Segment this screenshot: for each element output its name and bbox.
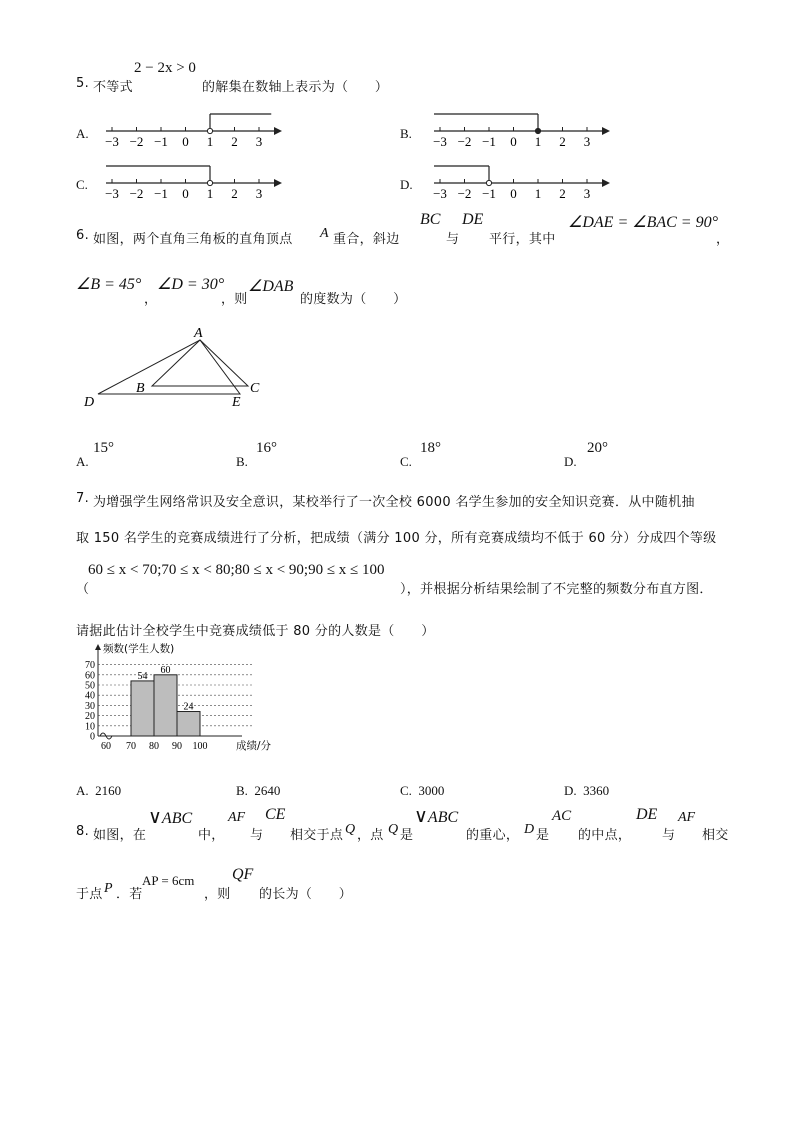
q6-angle-b: ∠B = 45°	[76, 276, 142, 293]
q8-t8: 是	[536, 828, 550, 843]
q6-de: DE	[462, 211, 484, 228]
q8-t11: 相交	[702, 828, 729, 843]
q6-text6: 的度数为（ ）	[300, 292, 407, 307]
q8-ce: CE	[265, 806, 286, 823]
q7-line4: 请据此估计全校学生中竞赛成绩低于 80 分的人数是（ ）	[76, 624, 435, 639]
q8-af: AF	[228, 810, 246, 825]
q5-tick-label: 3	[255, 186, 263, 201]
q5-tick-label: −2	[129, 186, 144, 201]
q5-option-b-label[interactable]: B.	[400, 126, 412, 141]
q8-af2: AF	[678, 810, 696, 825]
q5-option-a-arrow-icon	[274, 127, 282, 135]
histogram-data-label: 24	[183, 701, 194, 713]
q6-label-d: D	[84, 395, 95, 410]
q6-option-b-value: 16°	[256, 440, 277, 456]
q7-option-d[interactable]: D. 3360	[564, 783, 610, 798]
q6-text5: ，则	[221, 292, 248, 307]
q5-tick-label: −3	[433, 134, 447, 149]
q5-option-d-label[interactable]: D.	[400, 177, 413, 192]
q5-tick-label: 2	[231, 134, 238, 149]
q6-option-d-value: 20°	[587, 440, 608, 456]
q7-intervals: 60 ≤ x < 70;70 ≤ x < 80;80 ≤ x < 90;90 ≤ x ≤ 100	[88, 562, 385, 578]
histogram-x-tick-label: 100	[192, 741, 208, 752]
histogram-y-tick-label: 0	[90, 731, 95, 743]
histogram-data-label: 54	[137, 670, 148, 682]
q8-t12: 于点	[76, 887, 103, 902]
histogram-y-tick-label: 30	[85, 700, 95, 712]
q8-q: Q	[345, 822, 356, 837]
q8-t7: 的重心，	[466, 828, 520, 843]
q5-number: 5.	[76, 76, 90, 91]
q5-inequality: 2 − 2x > 0	[134, 60, 196, 76]
q6-option-d-label[interactable]: D.	[564, 454, 577, 469]
q7-paren-open: （	[76, 582, 90, 597]
q6-comma: ，	[716, 232, 730, 247]
q6-text2: 重合，斜边	[333, 232, 400, 247]
histogram-y-arrow-icon	[95, 644, 101, 650]
q6-option-a-value: 15°	[93, 440, 114, 456]
q6-label-e: E	[232, 395, 241, 410]
q7-line2: 取 150 名学生的竞赛成绩进行了分析，把成绩（满分 100 分，所有竞赛成绩均不低于 60 分）分成四个等级	[76, 531, 717, 546]
histogram-y-tick-label: 20	[85, 711, 95, 723]
q5-tick-label: 2	[231, 186, 238, 201]
q5-option-c-label[interactable]: C.	[76, 177, 88, 192]
q5-suffix: 的解集在数轴上表示为（ ）	[202, 80, 389, 95]
q6-triangle-figure	[80, 322, 280, 412]
histogram-y-tick-label: 50	[85, 680, 95, 692]
q8-t14: ，则	[204, 887, 231, 902]
q8-triangle-abc-1: ∨ABC	[148, 807, 193, 828]
histogram-y-tick-label: 60	[85, 670, 95, 682]
q6-angle-dab: ∠DAB	[248, 278, 294, 295]
histogram-bar-80-90	[154, 675, 177, 736]
q5-tick-label: −2	[129, 134, 144, 149]
q8-t5: ，点	[357, 828, 384, 843]
q6-label-a: A	[194, 326, 203, 341]
q5-tick-label: 3	[583, 186, 591, 201]
q5-tick-label: 1	[534, 134, 542, 149]
q7-line3-suffix: ），并根据分析结果绘制了不完整的频数分布直方图．	[400, 582, 713, 597]
histogram-x-tick-label: 70	[126, 741, 136, 752]
histogram-bar-90-100	[177, 712, 200, 736]
q8-p: P	[104, 881, 113, 896]
q8-t13: ．若	[116, 887, 143, 902]
q8-q2: Q	[388, 822, 399, 837]
histogram-data-label: 60	[160, 664, 171, 676]
q5-tick-label: −2	[457, 134, 472, 149]
histogram-y-tick-label: 70	[85, 660, 95, 672]
q5-option-a-label[interactable]: A.	[76, 126, 89, 141]
q5-tick-label: 3	[255, 134, 263, 149]
q7-line1: 为增强学生网络常识及安全意识，某校举行了一次全校 6000 名学生参加的安全知识竞赛．从中随机抽	[93, 495, 695, 510]
q8-t1: 如图，在	[93, 828, 147, 843]
histogram-x-tick-label: 80	[149, 741, 159, 752]
q6-text3: 与	[446, 232, 460, 247]
q8-t9: 的中点，	[578, 828, 632, 843]
histogram-x-tick-label: 90	[172, 741, 182, 752]
histogram-y-tick-label: 10	[85, 721, 95, 733]
q8-ap: AP = 6cm	[142, 873, 195, 888]
q6-number: 6.	[76, 228, 90, 243]
q5-tick-label: 0	[510, 134, 517, 149]
q6-option-b-label[interactable]: B.	[236, 454, 248, 469]
q5-number-lines	[0, 0, 800, 210]
q8-number: 8.	[76, 824, 90, 839]
q5-option-b-point-closed	[535, 128, 540, 133]
q7-option-a[interactable]: A. 2160	[76, 783, 122, 798]
q8-ac: AC	[552, 808, 572, 824]
q5-tick-label: −3	[433, 186, 447, 201]
q7-option-b[interactable]: B. 2640	[236, 783, 281, 798]
q5-tick-label: 2	[559, 186, 566, 201]
q6-point-a: A	[320, 226, 329, 241]
q5-tick-label: −1	[482, 134, 496, 149]
q8-t4: 相交于点	[290, 828, 344, 843]
q5-tick-label: −3	[105, 134, 119, 149]
q5-tick-label: −1	[154, 186, 168, 201]
q5-tick-label: 1	[206, 134, 214, 149]
histogram-bar-70-80	[131, 681, 154, 736]
q5-tick-label: 1	[206, 186, 214, 201]
histogram-y-axis-title: 频数(学生人数)	[103, 643, 175, 655]
q8-t2: 中，	[198, 828, 225, 843]
q5-prefix: 不等式	[93, 80, 133, 95]
histogram-y-tick-label: 40	[85, 690, 95, 702]
q5-option-b-arrow-icon	[602, 127, 610, 135]
q6-label-b: B	[136, 381, 145, 396]
q6-text4: 平行，其中	[489, 232, 556, 247]
q8-t3: 与	[250, 828, 264, 843]
q7-option-c[interactable]: C. 3000	[400, 783, 445, 798]
q6-text1: 如图，两个直角三角板的直角顶点	[93, 232, 293, 247]
q8-t6: 是	[400, 828, 414, 843]
q5-tick-label: −1	[154, 134, 168, 149]
q5-tick-label: 0	[510, 186, 517, 201]
q7-histogram	[64, 640, 294, 758]
q8-t10: 与	[662, 828, 676, 843]
q5-option-c-arrow-icon	[274, 179, 282, 187]
q5-tick-label: 1	[534, 186, 542, 201]
q5-option-d-arrow-icon	[602, 179, 610, 187]
q5-option-c-point-open	[207, 180, 212, 185]
q6-angle-eq: ∠DAE = ∠BAC = 90°	[568, 214, 718, 231]
q5-tick-label: 2	[559, 134, 566, 149]
q6-angle-d: ∠D = 30°	[157, 276, 225, 293]
q8-qf: QF	[232, 866, 254, 883]
q6-option-c-label[interactable]: C.	[400, 454, 412, 469]
q5-tick-label: −3	[105, 186, 119, 201]
q5-tick-label: −2	[457, 186, 472, 201]
q5-option-a-point-open	[207, 128, 212, 133]
histogram-x-tick-label: 60	[101, 741, 111, 752]
q6-sep: ，	[144, 292, 158, 307]
q5-tick-label: −1	[482, 186, 496, 201]
histogram-x-axis-title: 成绩/分	[236, 740, 272, 752]
q8-d: D	[524, 822, 535, 837]
q7-number: 7.	[76, 491, 90, 506]
q8-de: DE	[636, 806, 658, 823]
q6-triangle-bac	[152, 340, 248, 386]
q5-tick-label: 3	[583, 134, 591, 149]
q8-t15: 的长为（ ）	[259, 887, 353, 902]
q6-option-c-value: 18°	[420, 440, 441, 456]
q5-option-d-point-open	[486, 180, 491, 185]
q6-label-c: C	[250, 381, 260, 396]
q5-tick-label: 0	[182, 134, 189, 149]
q5-tick-label: 0	[182, 186, 189, 201]
q6-option-a-label[interactable]: A.	[76, 454, 89, 469]
q6-bc: BC	[420, 211, 441, 228]
q8-triangle-abc-2: ∨ABC	[414, 806, 459, 827]
